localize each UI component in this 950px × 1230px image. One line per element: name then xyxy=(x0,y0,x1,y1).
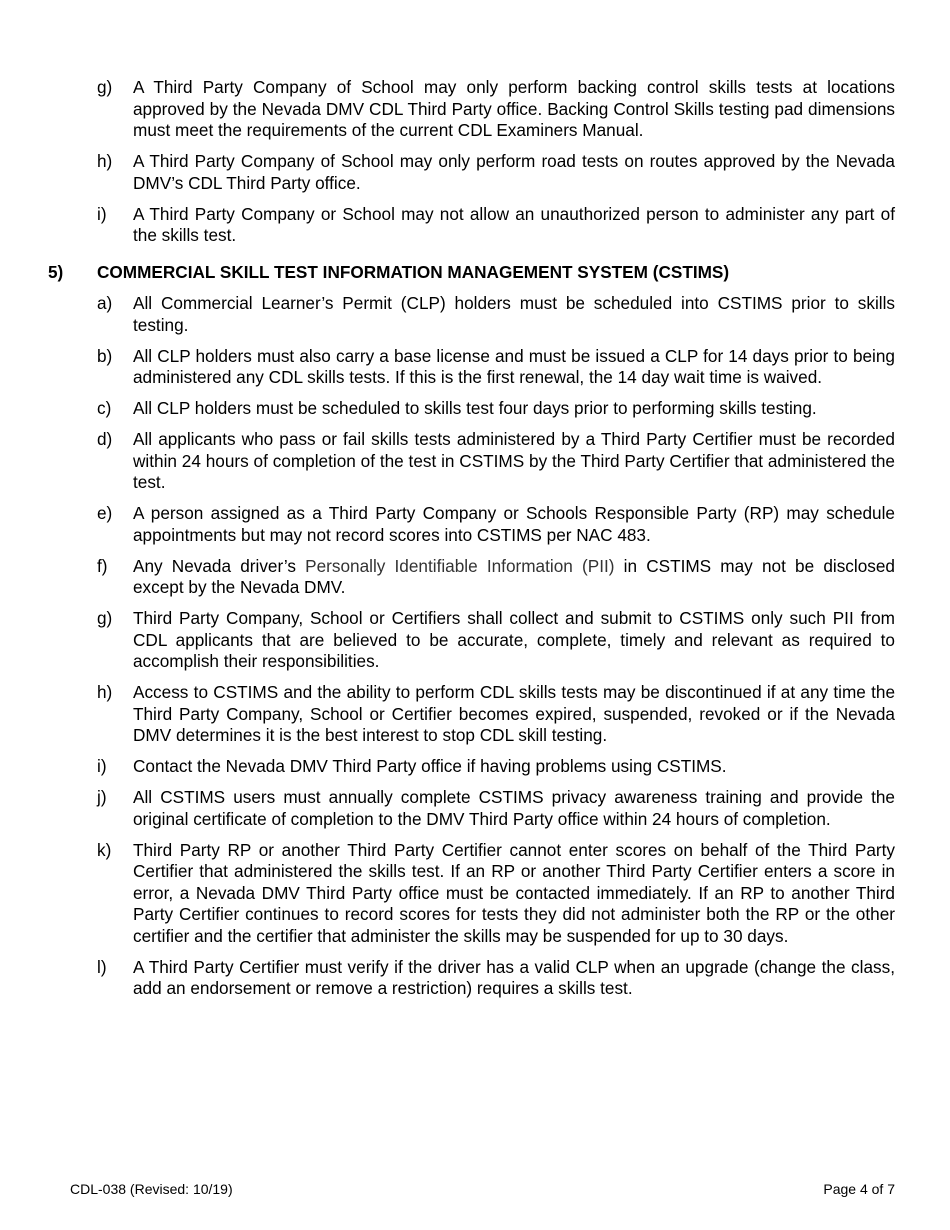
item-marker: h) xyxy=(97,682,113,702)
item-text-before: Any Nevada driver’s xyxy=(133,555,306,576)
list-item xyxy=(97,204,895,247)
item-text: A Third Party Company or School may not allow an unauthorized person to administer any part of the skills test. xyxy=(133,203,895,245)
item-marker: g) xyxy=(97,608,113,628)
item-marker: j) xyxy=(97,787,107,807)
item-marker: c) xyxy=(97,398,112,418)
section-heading xyxy=(48,262,898,284)
item-text: All CLP holders must also carry a base license and must be issued a CLP for 14 days prior to being administered any CDL skills tests. If this is the first renewal, the 14 day wait time is waived. xyxy=(133,345,895,387)
item-text: A person assigned as a Third Party Company or Schools Responsible Party (RP) may schedule appointments but may not record scores into CSTIMS per NAC 483. xyxy=(133,503,895,545)
item-marker: g) xyxy=(97,77,113,97)
item-text: Access to CSTIMS and the ability to perform CDL skills tests may be discontinued if at any time the Third Party Company, School or Certifier becomes expired, suspended, revoked or if the Nevada DMV determines it is the best interest to stop CDL skill testing. xyxy=(133,682,895,745)
item-marker: d) xyxy=(97,429,113,449)
item-text: All applicants who pass or fail skills tests administered by a Third Party Certifier must be recorded within 24 hours of completion of the test in CSTIMS by the Third Party Certifier that administered the test. xyxy=(133,429,895,492)
list-item xyxy=(97,77,895,142)
item-text: All Commercial Learner’s Permit (CLP) holders must be scheduled into CSTIMS prior to skills testing. xyxy=(133,293,895,335)
section-list xyxy=(97,293,895,1009)
section-number: 5) xyxy=(48,262,64,282)
item-text: A Third Party Certifier must verify if the driver has a valid CLP when an upgrade (change the class, add an endorsement or remove a restriction) requires a skills test. xyxy=(133,956,895,998)
list-item xyxy=(97,556,895,599)
item-marker: i) xyxy=(97,756,107,776)
item-marker: k) xyxy=(97,839,112,860)
footer-form-id: CDL-038 (Revised: 10/19) xyxy=(70,1181,233,1197)
list-item xyxy=(97,682,895,747)
list-item xyxy=(97,608,895,673)
item-text: Third Party Company, School or Certifiers shall collect and submit to CSTIMS only such PII from CDL applicants that are believed to be accurate, complete, timely and relevant as required to accomplish their responsibilities. xyxy=(133,608,895,671)
item-text xyxy=(133,556,895,599)
item-marker: a) xyxy=(97,293,113,313)
list-item xyxy=(97,756,895,778)
item-text: A Third Party Company of School may only perform road tests on routes approved by the Nevada DMV’s CDL Third Party office. xyxy=(133,151,895,193)
list-item xyxy=(97,957,895,1000)
item-text: All CSTIMS users must annually complete CSTIMS privacy awareness training and provide the original certificate of completion to the DMV Third Party office within 24 hours of completion. xyxy=(133,787,895,829)
item-text: Third Party RP or another Third Party Certifier cannot enter scores on behalf of the Third Party Certifier that administered the skills test. If an RP or another Third Party Certifier enters a score in error, a Nevada DMV Third Party office must be contacted immediately. If an RP to another Third Party Certifier continues to record scores for tests they did not administer both the RP or the other certifier and the certifier that administer the skills may be suspended for up to 30 days. xyxy=(133,839,895,946)
item-marker: i) xyxy=(97,203,107,224)
list-item xyxy=(97,151,895,194)
pii-term: Personally Identifiable Information (PII) xyxy=(305,555,615,576)
item-marker: b) xyxy=(97,345,113,366)
list-item xyxy=(97,398,895,420)
item-text: A Third Party Company of School may only perform backing control skills tests at locations approved by the Nevada DMV CDL Third Party office. Backing Control Skills testing pad dimensions must meet the requirements of the current CDL Examiners Manual. xyxy=(133,77,895,140)
list-item xyxy=(97,346,895,389)
list-item xyxy=(97,293,895,336)
footer-page-number: Page 4 of 7 xyxy=(823,1181,895,1197)
item-marker: f) xyxy=(97,555,108,576)
list-item xyxy=(97,840,895,948)
item-text-after: in CSTIMS may not be disclosed except by the Nevada DMV. xyxy=(133,555,895,597)
section-title: COMMERCIAL SKILL TEST INFORMATION MANAGEMENT SYSTEM (CSTIMS) xyxy=(97,262,730,282)
item-marker: e) xyxy=(97,503,113,523)
list-item xyxy=(97,503,895,546)
list-item xyxy=(97,429,895,494)
item-text: All CLP holders must be scheduled to skills test four days prior to performing skills testing. xyxy=(133,398,817,418)
item-marker: l) xyxy=(97,956,107,977)
item-text: Contact the Nevada DMV Third Party office if having problems using CSTIMS. xyxy=(133,756,727,776)
item-marker: h) xyxy=(97,151,113,171)
continued-list xyxy=(97,77,895,256)
list-item xyxy=(97,787,895,830)
